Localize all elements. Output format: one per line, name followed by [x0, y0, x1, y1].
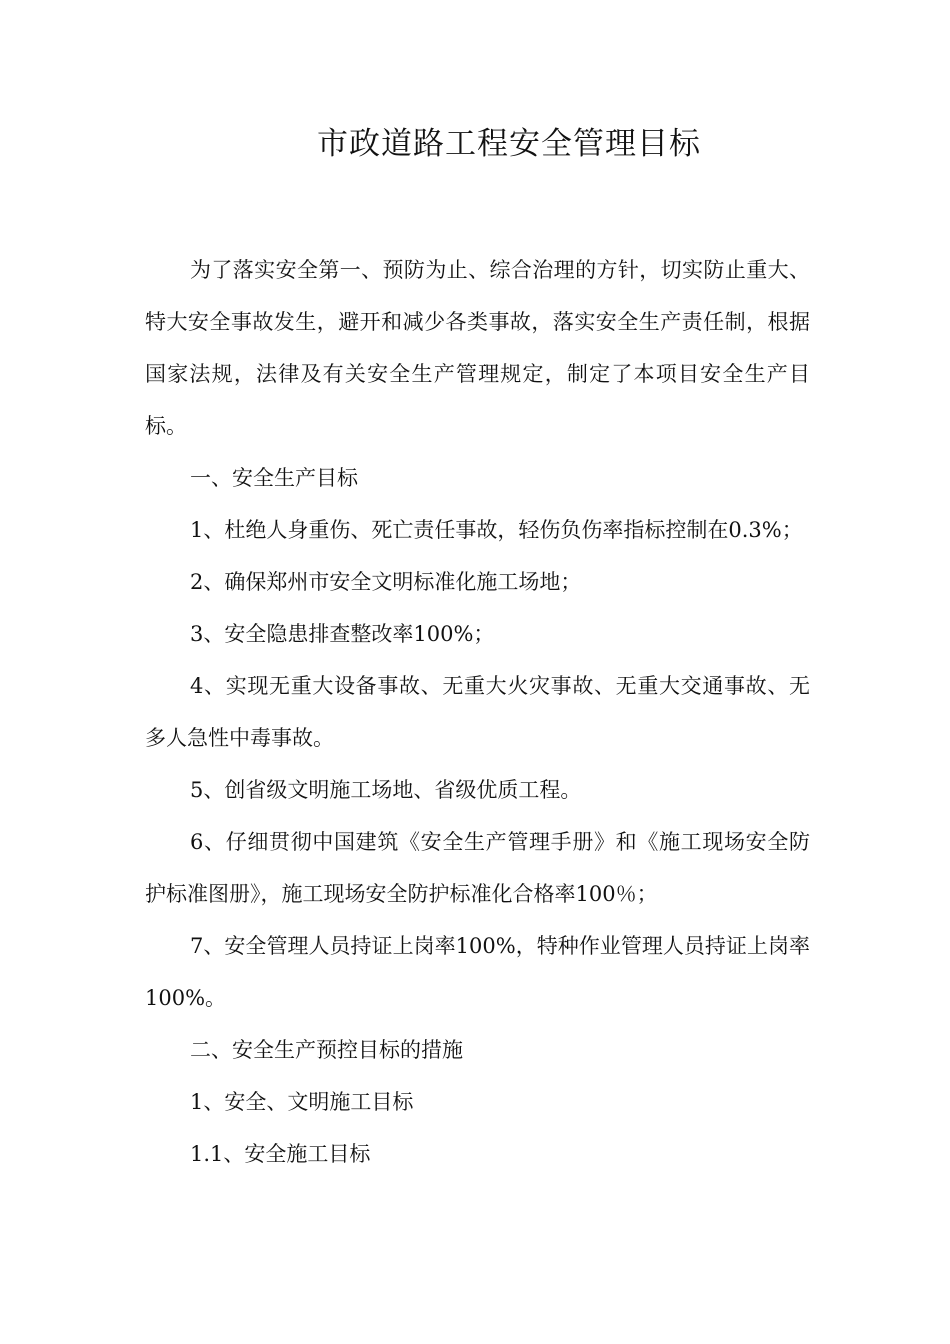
document-body: [145, 244, 810, 1180]
goal-item-1: 1、杜绝人身重伤、死亡责任事故，轻伤负伤率指标控制在0.3%；: [190, 518, 803, 542]
section-heading-control-measures: 二、安全生产预控目标的措施: [190, 1038, 463, 1062]
goal-item-2: 2、确保郑州市安全文明标准化施工场地；: [190, 570, 582, 594]
intro-paragraph: 为了落实安全第一、预防为止、综合治理的方针，切实防止重大、特大安全事故发生，避开和减少各类事故，落实安全生产责任制，根据国家法规，法律及有关安全生产管理规定，制定了本项目安全生产目标。: [145, 258, 810, 438]
document-title: 市政道路工程安全管理目标: [317, 126, 701, 162]
goal-item-6: 6、仔细贯彻中国建筑《安全生产管理手册》和《施工现场安全防护标准图册》，施工现场安全防护标准化合格率100％；: [145, 830, 810, 906]
section-heading-safety-goals: 一、安全生产目标: [190, 466, 358, 490]
goal-item-4: 4、实现无重大设备事故、无重大火灾事故、无重大交通事故、无多人急性中毒事故。: [145, 674, 810, 750]
subsection-heading-1-1: 1.1、安全施工目标: [190, 1142, 371, 1166]
subsection-heading-1: 1、安全、文明施工目标: [190, 1090, 414, 1114]
goal-item-7: 7、安全管理人员持证上岗率100%，特种作业管理人员持证上岗率100%。: [145, 934, 810, 1010]
goal-item-3: 3、安全隐患排查整改率100%；: [190, 622, 495, 646]
goal-item-5: 5、创省级文明施工场地、省级优质工程。: [190, 778, 582, 802]
